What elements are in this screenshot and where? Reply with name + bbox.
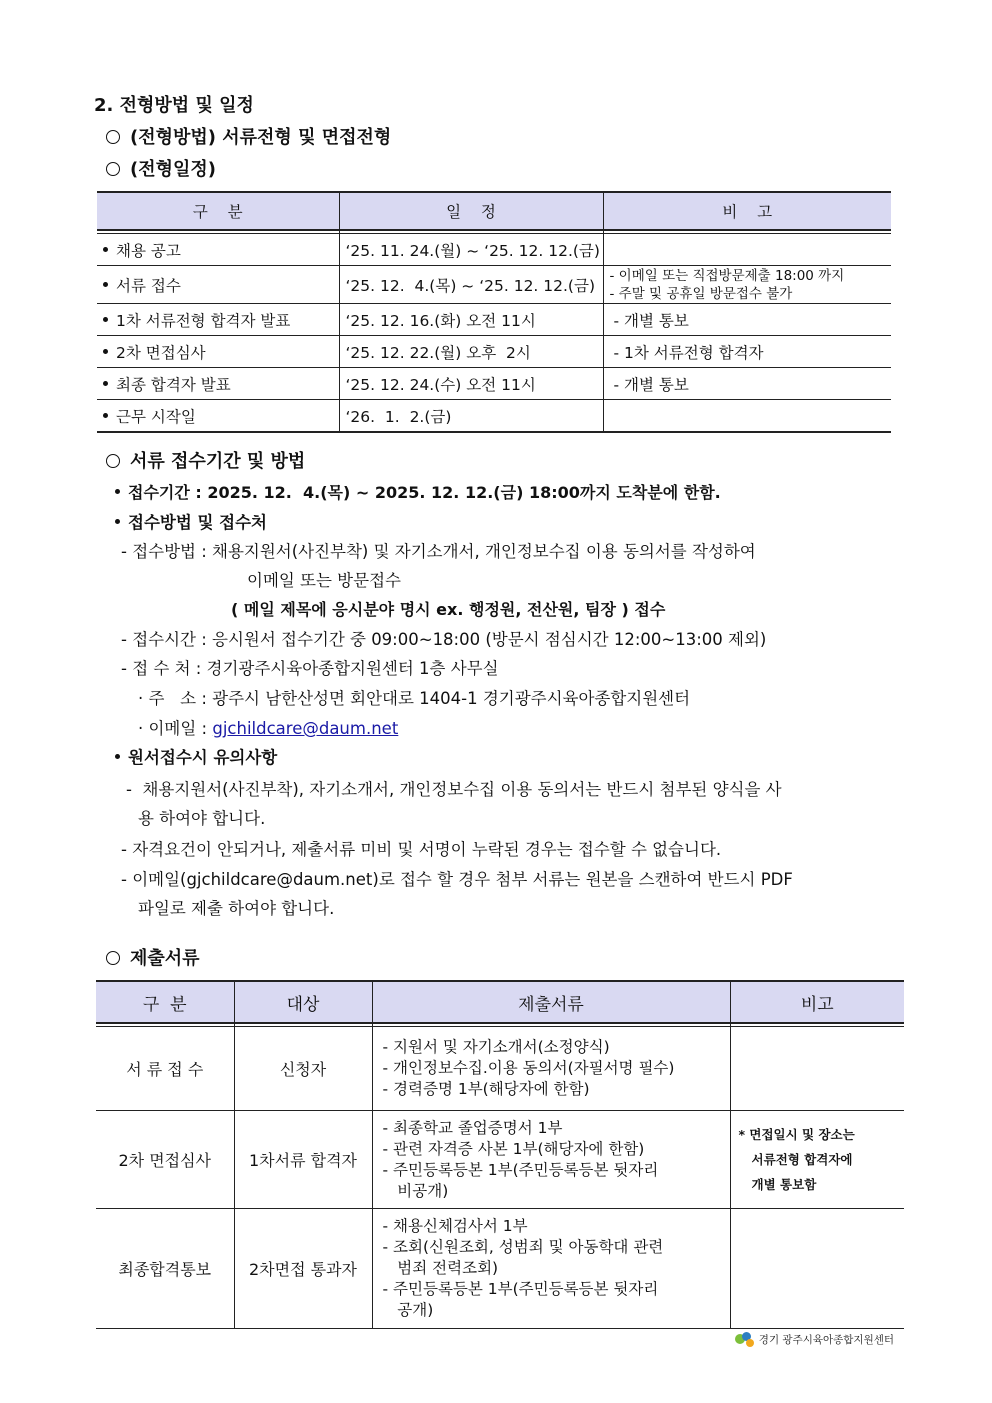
- row-item: 2차 면접심사: [116, 343, 206, 362]
- period-text: 접수기간 : 2025. 12. 4.(목) ~ 2025. 12. 12.(금) 18:00까지 도착분에 한함.: [128, 483, 721, 502]
- row-item: 근무 시작일: [116, 407, 196, 426]
- reception-heading-text: 서류 접수기간 및 방법: [130, 451, 306, 472]
- schedule-heading-text: (전형일정): [130, 159, 217, 180]
- bullet-icon: [103, 247, 108, 252]
- documents-header-row: [96, 981, 904, 1023]
- method-line: [106, 123, 391, 149]
- row-docs: [372, 1111, 730, 1209]
- schedule-heading: [106, 155, 216, 181]
- bullet-icon: [115, 754, 120, 759]
- method-line-1: - 접수방법 : 채용지원서(사진부착) 및 자기소개서, 개인정보수집 이용 동의서를 작성하여: [121, 542, 756, 561]
- reception-address: · 주 소 : 광주시 남한산성면 회안대로 1404-1 경기광주시육아종합지원센터: [138, 689, 691, 708]
- row-note: - 이메일 또는 직접방문제출 18:00 까지: [609, 267, 845, 284]
- documents-heading-text: 제출서류: [130, 948, 200, 969]
- table-row: [96, 1111, 904, 1209]
- bullet-icon: [103, 317, 108, 322]
- col-header-remark: 비고: [730, 981, 904, 1023]
- row-docs: [372, 1209, 730, 1329]
- circle-bullet-icon: [106, 130, 120, 144]
- col-header-category: 구 분: [97, 192, 339, 230]
- circle-bullet-icon: [106, 162, 120, 176]
- reception-period: [115, 480, 721, 503]
- row-item: 최종 합격자 발표: [116, 375, 231, 394]
- circle-bullet-icon: [106, 454, 120, 468]
- bullet-icon: [115, 489, 120, 494]
- caution-heading-text: 원서접수시 유의사항: [128, 748, 278, 767]
- row-note: - 개별 통보: [613, 311, 689, 330]
- row-docs: [372, 1027, 730, 1111]
- caution-3b: 파일로 제출 하여야 합니다.: [138, 899, 335, 918]
- footer-logo-text: 경기 광주시육아종합지원센터: [758, 1333, 894, 1346]
- doc-item: - 지원서 및 자기소개서(소정양식): [382, 1038, 610, 1056]
- reception-place: - 접 수 처 : 경기광주시육아종합지원센터 1층 사무실: [121, 659, 499, 678]
- doc-item: - 경력증명 1부(해당자에 한함): [382, 1080, 590, 1098]
- caution-3a: - 이메일(gjchildcare@daum.net)로 접수 할 경우 첨부 서류는 원본을 스캔하여 반드시 PDF: [121, 870, 793, 889]
- caution-heading: [115, 744, 277, 768]
- documents-table: [96, 980, 904, 1329]
- table-row: [97, 400, 891, 433]
- row-item: 서류 접수: [116, 276, 181, 295]
- email-link[interactable]: gjchildcare@daum.net: [212, 719, 399, 738]
- table-row: [97, 304, 891, 336]
- row-item: 1차 서류전형 합격자 발표: [116, 311, 291, 330]
- table-row: [96, 1027, 904, 1111]
- table-row: [97, 336, 891, 368]
- doc-item: - 주민등록등본 1부(주민등록등본 뒷자리: [382, 1160, 659, 1179]
- doc-item: 공개): [382, 1301, 434, 1319]
- table-row: [97, 266, 891, 304]
- row-stage: 2차 면접심사: [96, 1111, 234, 1209]
- row-note: - 주말 및 공휴일 방문접수 불가: [609, 285, 793, 302]
- col-header-stage: 구 분: [96, 981, 234, 1023]
- col-header-target: 대상: [234, 981, 372, 1023]
- doc-item: - 개인정보수집.이용 동의서(자필서명 필수): [382, 1059, 675, 1077]
- doc-item: - 주민등록등본 1부(주민등록등본 뒷자리: [382, 1280, 659, 1298]
- row-stage: 최종합격통보: [96, 1209, 234, 1329]
- method-heading-text: 접수방법 및 접수처: [128, 513, 268, 532]
- email-label: · 이메일 :: [138, 719, 213, 738]
- doc-item: - 조회(신원조회, 성범죄 및 아동학대 관련: [382, 1238, 664, 1256]
- bullet-icon: [103, 282, 108, 287]
- documents-heading: [106, 944, 200, 970]
- row-stage: 서 류 접 수: [96, 1027, 234, 1111]
- email-subject-note: ( 메일 제목에 응시분야 명시 ex. 행정원, 전산원, 팀장 ) 접수: [231, 600, 666, 619]
- note-line: * 면접일시 및 장소는: [738, 1127, 855, 1142]
- center-logo-icon: [735, 1330, 755, 1348]
- col-header-note: 비 고: [603, 192, 891, 230]
- reception-email-line: [138, 715, 398, 739]
- method-line-2: 이메일 또는 방문접수: [247, 571, 401, 590]
- doc-item: - 최종학교 졸업증명서 1부: [382, 1118, 563, 1137]
- row-note: - 개별 통보: [613, 375, 689, 394]
- bullet-icon: [103, 349, 108, 354]
- row-note: - 1차 서류전형 합격자: [613, 343, 764, 362]
- schedule-table: [97, 191, 891, 433]
- caution-1b: 용 하여야 합니다.: [138, 809, 266, 828]
- row-date: ‘26. 1. 2.(금): [345, 407, 452, 426]
- row-target: 1차서류 합격자: [234, 1111, 372, 1209]
- caution-1a: - 채용지원서(사진부착), 자기소개서, 개인정보수집 이용 동의서는 반드시 첨부된 양식을 사: [126, 780, 782, 799]
- row-note: [730, 1111, 904, 1209]
- bullet-icon: [103, 381, 108, 386]
- footer-logo: [735, 1330, 894, 1348]
- table-row: [96, 1209, 904, 1329]
- circle-bullet-icon: [106, 951, 120, 965]
- row-date: ‘25. 12. 16.(화) 오전 11시: [345, 311, 536, 330]
- table-row: [97, 368, 891, 400]
- row-date: ‘25. 11. 24.(월) ~ ‘25. 12. 12.(금): [345, 241, 600, 260]
- reception-heading: [106, 447, 305, 473]
- row-date: ‘25. 12. 22.(월) 오후 2시: [345, 343, 531, 362]
- doc-item: - 채용신체검사서 1부: [382, 1217, 528, 1235]
- row-item: 채용 공고: [116, 241, 181, 260]
- doc-item: 범죄 전력조회): [382, 1259, 499, 1277]
- section-title: 2. 전형방법 및 일정: [94, 95, 254, 116]
- reception-time: - 접수시간 : 응시원서 접수기간 중 09:00~18:00 (방문시 점심시간 12:00~13:00 제외): [121, 630, 767, 649]
- bullet-icon: [115, 519, 120, 524]
- schedule-header-row: [97, 192, 891, 230]
- row-target: 2차면접 통과자: [234, 1209, 372, 1329]
- col-header-docs: 제출서류: [372, 981, 730, 1023]
- note-line: 개별 통보함: [738, 1177, 817, 1192]
- row-date: ‘25. 12. 24.(수) 오전 11시: [345, 375, 536, 394]
- table-row: [97, 234, 891, 266]
- method-text: (전형방법) 서류전형 및 면접전형: [130, 127, 392, 148]
- col-header-schedule: 일 정: [339, 192, 603, 230]
- method-heading: [115, 509, 267, 533]
- row-target: 신청자: [234, 1027, 372, 1111]
- doc-item: 비공개): [382, 1181, 449, 1200]
- row-date: ‘25. 12. 4.(목) ~ ‘25. 12. 12.(금): [345, 276, 596, 295]
- bullet-icon: [103, 413, 108, 418]
- note-line: 서류전형 합격자에: [738, 1152, 853, 1167]
- doc-item: - 관련 자격증 사본 1부(해당자에 한함): [382, 1139, 645, 1158]
- caution-2: - 자격요건이 안되거나, 제출서류 미비 및 서명이 누락된 경우는 접수할 수 없습니다.: [121, 840, 722, 859]
